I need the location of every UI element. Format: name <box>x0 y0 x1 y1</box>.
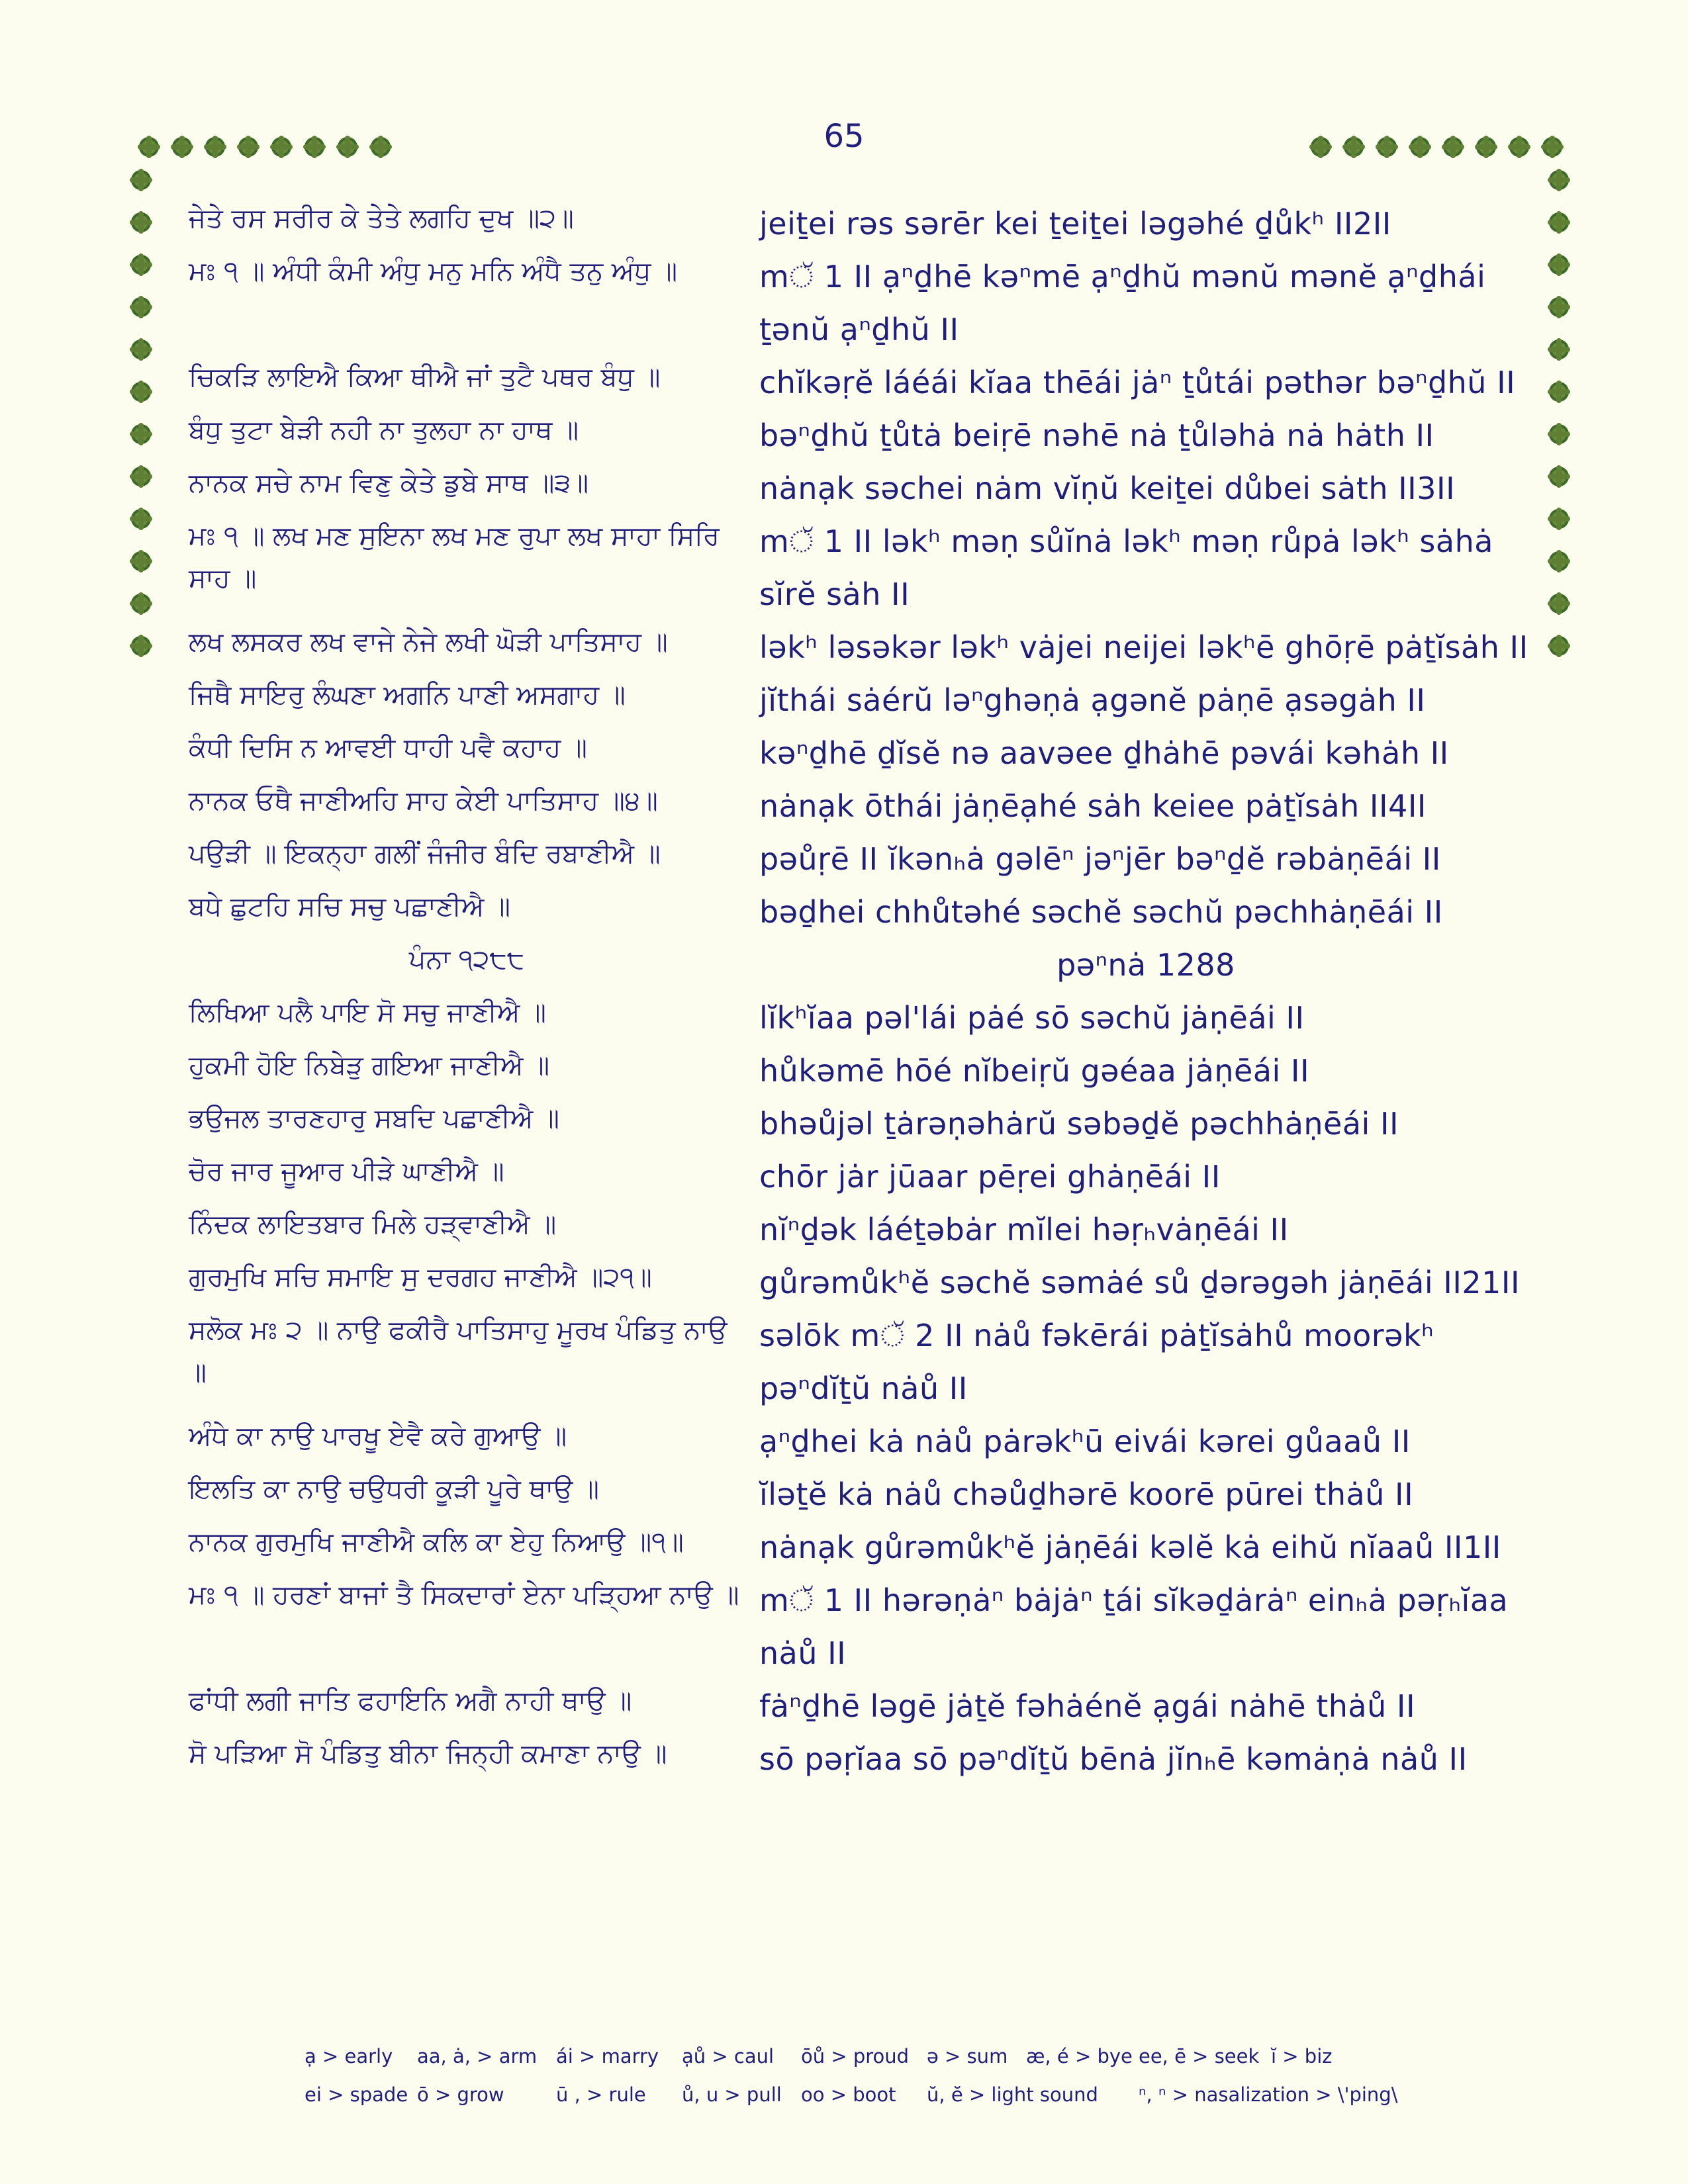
flower-ornament-icon <box>130 381 152 403</box>
verse-row <box>189 1309 1532 1415</box>
flower-ornament-icon <box>1548 338 1570 361</box>
verse-row <box>189 1203 1532 1256</box>
gurmukhi-text: ਅੰਧੇ ਕਾ ਨਾਉ ਪਾਰਖੂ ਏਵੈ ਕਰੇ ਗੁਆਉ ॥ <box>189 1421 567 1451</box>
flower-ornament-icon <box>130 296 152 318</box>
flower-ornament-icon <box>1548 211 1570 234</box>
verse-row <box>189 409 1532 462</box>
gurmukhi-text: ਭਉਜਲ ਤਾਰਣਹਾਰੁ ਸਬਦਿ ਪਛਾਣੀਐ ॥ <box>189 1103 559 1134</box>
gurmukhi-text: ਨਾਨਕ ਗੁਰਮੁਖਿ ਜਾਣੀਐ ਕਲਿ ਕਾ ਏਹੁ ਨਿਆਉ ॥੧॥ <box>189 1527 684 1557</box>
transliteration-text: səlōk mੱ 2 II nȧů fəkērái pȧṯĭsȧhů moorəkʰ pəⁿdĭṯŭ nȧů II <box>759 1318 1434 1406</box>
gurmukhi-text: ਮਃ ੧ ॥ ਹਰਣਾਂ ਬਾਜਾਂ ਤੈ ਸਿਕਦਾਰਾਂ ਏਨਾ ਪੜ੍ਹਿਆ ਨਾਉ ॥ <box>189 1580 739 1610</box>
flower-ornament-icon <box>130 423 152 445</box>
gurmukhi-text: ਪੰਨਾ ੧੨੮੮ <box>408 944 525 975</box>
legend-row-2 <box>305 2075 1496 2114</box>
gurmukhi-text: ਨਾਨਕ ਸਚੇ ਨਾਮ ਵਿਣੁ ਕੇਤੇ ਡੁਬੇ ਸਾਥ ॥੩॥ <box>189 468 589 498</box>
flower-ornament-icon <box>1442 136 1464 158</box>
gurmukhi-text: ਚੋਰ ਜਾਰ ਜੂਆਰ ਪੀੜੇ ਘਾਣੀਐ ॥ <box>189 1156 504 1187</box>
verse-row <box>189 250 1532 356</box>
flower-ornament-icon <box>1548 296 1570 318</box>
gurmukhi-text: ਪਉੜੀ ॥ ਇਕਨ੍ਹਾ ਗਲੀਂ ਜੰਜੀਰ ਬੰਦਿ ਰਬਾਣੀਐ ॥ <box>189 839 661 869</box>
flower-ornament-icon <box>1309 136 1332 158</box>
transliteration-text: pəůṛē II ĭkənₕȧ gəlēⁿ jəⁿjēr bəⁿḏĕ rəbȧṇēái II <box>759 841 1441 877</box>
ornament-top-right <box>1304 136 1569 158</box>
verse-row <box>189 621 1532 674</box>
flower-ornament-icon <box>130 635 152 657</box>
transliteration-text: ĭləṯĕ kȧ nȧů chəůḏhərē koorē pūrei thȧů II <box>759 1477 1414 1512</box>
verse-row <box>189 1097 1532 1150</box>
verse-table <box>189 197 1532 1786</box>
legend-item: ō > grow <box>417 2083 504 2106</box>
gurmukhi-text: ਚਿਕੜਿ ਲਾਇਐ ਕਿਆ ਥੀਐ ਜਾਂ ਤੁਟੈ ਪਥਰ ਬੰਧੁ ॥ <box>189 362 661 392</box>
legend-row-1 <box>305 2037 1496 2075</box>
transliteration-text: pəⁿnȧ 1288 <box>1056 947 1235 983</box>
flower-ornament-icon <box>138 136 160 158</box>
verse-row <box>189 1680 1532 1733</box>
verse-row <box>189 780 1532 833</box>
gurmukhi-text: ਬੰਧੁ ਤੁਟਾ ਬੇੜੀ ਨਹੀ ਨਾ ਤੁਲਹਾ ਨਾ ਹਾਥ ॥ <box>189 415 579 445</box>
flower-ornament-icon <box>1541 136 1564 158</box>
verse-row <box>189 1574 1532 1680</box>
flower-ornament-icon <box>270 136 293 158</box>
flower-ornament-icon <box>1548 465 1570 488</box>
transliteration-text: sō pəṛĭaa sō pəⁿdĭṯŭ bēnȧ jĭnₕē kəmȧṇȧ nȧů II <box>759 1741 1468 1777</box>
verse-row <box>189 727 1532 780</box>
legend-item: ə > sum <box>927 2045 1008 2068</box>
verse-row <box>189 833 1532 886</box>
legend-item: aa, ȧ, > arm <box>417 2045 538 2068</box>
gurmukhi-text: ਫਾਂਧੀ ਲਗੀ ਜਾਤਿ ਫਹਾਇਨਿ ਅਗੈ ਨਾਹੀ ਥਾਉ ॥ <box>189 1686 632 1716</box>
transliteration-text: jeiṯei rəs sərēr kei ṯeiṯei ləgəhé ḏůkʰ II2II <box>759 206 1391 242</box>
gurmukhi-text: ਮਃ ੧ ॥ ਅੰਧੀ ਕੰਮੀ ਅੰਧੁ ਮਨੁ ਮਨਿ ਅੰਧੈ ਤਨੁ ਅੰਧੁ ॥ <box>189 256 678 287</box>
gurmukhi-text: ਨਿੰਦਕ ਲਾਇਤਬਾਰ ਮਿਲੇ ਹੜ੍ਵਾਣੀਐ ॥ <box>189 1209 557 1240</box>
verse-row <box>189 1521 1532 1574</box>
verse-row <box>189 515 1532 621</box>
legend-item: ū , > rule <box>556 2083 646 2106</box>
ornament-top-left <box>132 136 397 158</box>
legend-item: ee, ē > seek <box>1139 2045 1260 2068</box>
transliteration-text: hůkəmē hōé nĭbeiṛŭ gəéaa jȧṇēái II <box>759 1053 1310 1089</box>
flower-ornament-icon <box>336 136 359 158</box>
flower-ornament-icon <box>1475 136 1497 158</box>
transliteration-text: chōr jȧr jūaar pēṛei ghȧṇēái II <box>759 1159 1221 1195</box>
verse-row <box>189 1150 1532 1203</box>
verse-row <box>189 886 1532 938</box>
verse-row <box>189 462 1532 515</box>
gurmukhi-text: ਹੁਕਮੀ ਹੋਇ ਨਿਬੇੜੁ ਗਇਆ ਜਾਣੀਐ ॥ <box>189 1050 550 1081</box>
flower-ornament-icon <box>1409 136 1431 158</box>
page-reference-row <box>189 938 1532 991</box>
gurmukhi-text: ਮਃ ੧ ॥ ਲਖ ਮਣ ਸੁਇਨਾ ਲਖ ਮਣ ਰੁਪਾ ਲਖ ਸਾਹਾ ਸਿਰਿ ਸਾਹ ॥ <box>189 521 720 594</box>
verse-row <box>189 1044 1532 1097</box>
flower-ornament-icon <box>1548 169 1570 191</box>
transliteration-text: bhəůjəl ṯȧrəṇəhȧrŭ səbəḏĕ pəchhȧṇēái II <box>759 1106 1399 1142</box>
flower-ornament-icon <box>130 169 152 191</box>
transliteration-text: mੱ 1 II ạⁿḏhē kəⁿmē ạⁿḏhŭ mənŭ mənĕ ạⁿḏhái ṯənŭ ạⁿḏhŭ II <box>759 259 1486 347</box>
flower-ornament-icon <box>1548 423 1570 445</box>
verse-row <box>189 197 1532 250</box>
ornament-right-column <box>1548 159 1570 667</box>
ornament-left-column <box>130 159 152 667</box>
verse-row <box>189 356 1532 409</box>
transliteration-text: fȧⁿḏhē ləgē jȧṯĕ fəhȧénĕ ạgái nȧhē thȧů II <box>759 1688 1416 1724</box>
flower-ornament-icon <box>1548 508 1570 530</box>
gurmukhi-text: ਲਿਖਿਆ ਪਲੈ ਪਾਇ ਸੋ ਸਚੁ ਜਾਣੀਐ ॥ <box>189 997 546 1028</box>
transliteration-text: mੱ 1 II ləkʰ məṇ sůĭnȧ ləkʰ məṇ růpȧ ləkʰ sȧhȧ sĭrĕ sȧh II <box>759 523 1493 612</box>
transliteration-text: bəḏhei chhůtəhé səchĕ səchŭ pəchhȧṇēái II <box>759 894 1443 930</box>
flower-ornament-icon <box>130 550 152 572</box>
legend-item: ei > spade <box>305 2083 408 2106</box>
transliteration-text: bəⁿḏhŭ ṯůtȧ beiṛē nəhē nȧ ṯůləhȧ nȧ hȧth II <box>759 418 1434 453</box>
flower-ornament-icon <box>1508 136 1530 158</box>
transliteration-text: jĭthái sȧérŭ ləⁿghəṇȧ ạgənĕ pȧṇē ạsəgȧh II <box>759 682 1426 718</box>
gurmukhi-text: ਜੇਤੇ ਰਸ ਸਰੀਰ ਕੇ ਤੇਤੇ ਲਗਹਿ ਦੁਖ ॥੨॥ <box>189 203 574 234</box>
page-number: 65 <box>823 118 865 155</box>
transliteration-text: nȧnạk səchei nȧm vĭṇŭ keiṯei důbei sȧth II3II <box>759 471 1456 506</box>
transliteration-text: ləkʰ ləsəkər ləkʰ vȧjei neijei ləkʰē ghōṛē pȧṯĭsȧh II <box>759 629 1528 665</box>
gurmukhi-text: ਕੰਧੀ ਦਿਸਿ ਨ ਆਵਈ ਧਾਹੀ ਪਵੈ ਕਹਾਹ ॥ <box>189 733 587 763</box>
legend-item: ŭ, ĕ > light sound <box>927 2083 1098 2106</box>
flower-ornament-icon <box>1548 381 1570 403</box>
gurmukhi-text: ਇਲਤਿ ਕਾ ਨਾਉ ਚਉਧਰੀ ਕੂੜੀ ਪੂਰੇ ਥਾਉ ॥ <box>189 1474 600 1504</box>
gurmukhi-text: ਲਖ ਲਸਕਰ ਲਖ ਵਾਜੇ ਨੇਜੇ ਲਖੀ ਘੋੜੀ ਪਾਤਿਸਾਹ ॥ <box>189 627 668 657</box>
verse-row <box>189 1415 1532 1468</box>
gurmukhi-text: ਨਾਨਕ ਓਥੈ ਜਾਣੀਅਹਿ ਸਾਹ ਕੇਈ ਪਾਤਿਸਾਹ ॥੪॥ <box>189 786 658 816</box>
legend-item: ⁿ, ⁿ > nasalization > \'ping\ <box>1139 2083 1398 2106</box>
transliteration-text: nȧnạk ōthái jȧṇēạhé sȧh keiee pȧṯĭsȧh II4II <box>759 788 1427 824</box>
flower-ornament-icon <box>130 508 152 530</box>
flower-ornament-icon <box>1548 592 1570 615</box>
verse-row <box>189 991 1532 1044</box>
verse-row <box>189 1468 1532 1521</box>
flower-ornament-icon <box>1342 136 1365 158</box>
flower-ornament-icon <box>130 211 152 234</box>
flower-ornament-icon <box>204 136 226 158</box>
transliteration-text: kəⁿḏhē ḏĭsĕ nə aavəee ḏhȧhē pəvái kəhȧh II <box>759 735 1449 771</box>
transliteration-text: lĭkʰĭaa pəl'lái pȧé sō səchŭ jȧṇēái II <box>759 1000 1305 1036</box>
flower-ornament-icon <box>369 136 392 158</box>
flower-ornament-icon <box>1548 253 1570 276</box>
flower-ornament-icon <box>171 136 193 158</box>
legend-item: ái > marry <box>556 2045 659 2068</box>
gurmukhi-text: ਸੋ ਪੜਿਆ ਸੋ ਪੰਡਿਤੁ ਬੀਨਾ ਜਿਨ੍ਹੀ ਕਮਾਣਾ ਨਾਉ ॥ <box>189 1739 667 1769</box>
flower-ornament-icon <box>1376 136 1398 158</box>
transliteration-text: nȧnạk gůrəmůkʰĕ jȧṇēái kəlĕ kȧ eihŭ nĭaaů II1II <box>759 1529 1501 1565</box>
flower-ornament-icon <box>130 253 152 276</box>
flower-ornament-icon <box>1548 550 1570 572</box>
transliteration-text: mੱ 1 II hərəṇȧⁿ bȧjȧⁿ ṯái sĭkəḏȧrȧⁿ einₕȧ pəṛₕĭaa nȧů II <box>759 1582 1509 1671</box>
legend-item: ạ > early <box>305 2045 393 2068</box>
legend-item: ĭ > biz <box>1271 2045 1333 2068</box>
legend-item: oo > boot <box>801 2083 896 2106</box>
transliteration-text: nĭⁿḏək láéṯəbȧr mĭlei həṛₕvȧṇēái II <box>759 1212 1289 1248</box>
flower-ornament-icon <box>130 592 152 615</box>
verse-row <box>189 1256 1532 1309</box>
flower-ornament-icon <box>1548 635 1570 657</box>
pronunciation-legend <box>305 2037 1496 2114</box>
gurmukhi-text: ਬਧੇ ਛੁਟਹਿ ਸਚਿ ਸਚੁ ਪਛਾਣੀਐ ॥ <box>189 891 510 922</box>
flower-ornament-icon <box>237 136 259 158</box>
flower-ornament-icon <box>303 136 326 158</box>
legend-item: ạů > caul <box>682 2045 774 2068</box>
legend-item: ů, u > pull <box>682 2083 782 2106</box>
flower-ornament-icon <box>130 338 152 361</box>
legend-item: ōů > proud <box>801 2045 910 2068</box>
transliteration-text: ạⁿḏhei kȧ nȧů pȧrəkʰū eivái kərei gůaaů II <box>759 1424 1411 1459</box>
gurmukhi-text: ਗੁਰਮੁਖਿ ਸਚਿ ਸਮਾਇ ਸੁ ਦਰਗਹ ਜਾਣੀਐ ॥੨੧॥ <box>189 1262 652 1293</box>
transliteration-text: gůrəmůkʰĕ səchĕ səmȧé sů ḏərəgəh jȧṇēái II21II <box>759 1265 1521 1300</box>
gurmukhi-text: ਸਲੋਕ ਮਃ ੨ ॥ ਨਾਉ ਫਕੀਰੈ ਪਾਤਿਸਾਹੁ ਮੂਰਖ ਪੰਡਿਤੁ ਨਾਉ ॥ <box>189 1315 727 1388</box>
flower-ornament-icon <box>130 465 152 488</box>
gurmukhi-text: ਜਿਥੈ ਸਾਇਰੁ ਲੰਘਣਾ ਅਗਨਿ ਪਾਣੀ ਅਸਗਾਹ ॥ <box>189 680 626 710</box>
verse-row <box>189 1733 1532 1786</box>
legend-item: æ, é > bye <box>1026 2045 1133 2068</box>
transliteration-text: chĭkəṛĕ láéái kĭaa thēái jȧⁿ ṯůtái pəthər bəⁿḏhŭ II <box>759 365 1516 400</box>
verse-row <box>189 674 1532 727</box>
